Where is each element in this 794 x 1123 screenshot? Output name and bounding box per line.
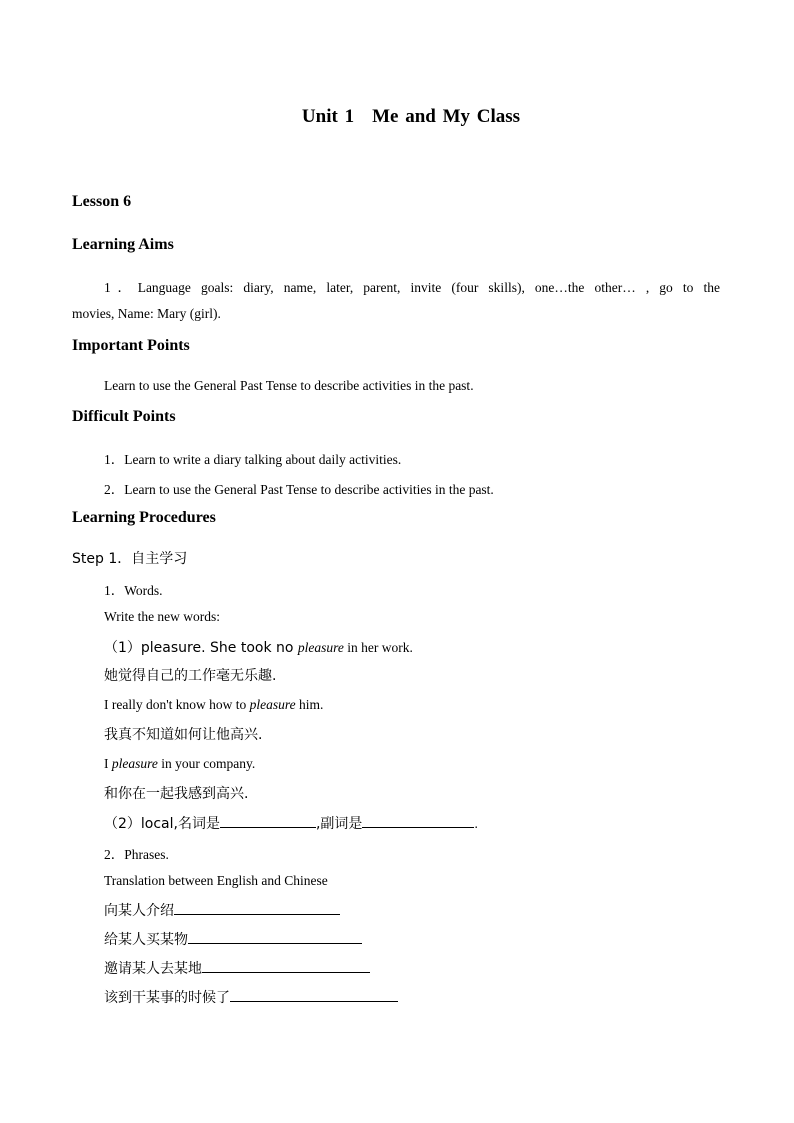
example-1-keyword: pleasure <box>297 640 344 655</box>
pleasure-example-1-translation: 她觉得自己的工作毫无乐趣. <box>104 668 277 684</box>
learning-aims-heading: Learning Aims <box>72 236 174 253</box>
phrase-4-text: 该到干某事的时候了 <box>104 990 230 1006</box>
example-1-suffix: in her work. <box>343 640 413 655</box>
write-new-words-label: Write the new words: <box>104 609 221 624</box>
translation-instruction: Translation between English and Chinese <box>104 873 328 888</box>
example-3-keyword: pleasure <box>111 756 158 771</box>
page-title <box>72 106 722 128</box>
step-1-label: Step 1．自主学习 <box>72 551 188 567</box>
example-3-suffix: in your company. <box>157 756 256 771</box>
phrase-4-blank[interactable] <box>230 989 398 1002</box>
local-word-exercise <box>104 813 478 833</box>
difficult-point-1: 1．Learn to write a diary talking about daily activities. <box>104 452 402 467</box>
pleasure-example-2 <box>104 697 323 713</box>
example-2-suffix: him. <box>295 697 324 712</box>
phrase-2-text: 给某人买某物 <box>104 932 188 948</box>
example-2-keyword: pleasure <box>249 697 296 712</box>
lesson-heading: Lesson 6 <box>72 193 132 210</box>
example-1-prefix: （1）pleasure. She took no <box>104 640 298 656</box>
local-adverb-prompt: ,副词是 <box>315 816 363 832</box>
phrase-3-blank[interactable] <box>202 960 370 973</box>
important-points-heading: Important Points <box>72 337 190 354</box>
adverb-answer-blank[interactable] <box>362 815 474 828</box>
difficult-point-2: 2．Learn to use the General Past Tense to describe activities in the past. <box>104 482 494 497</box>
pleasure-example-1 <box>104 637 413 657</box>
words-label: 1．Words. <box>104 583 163 598</box>
phrase-3-text: 邀请某人去某地 <box>104 961 202 977</box>
phrase-2-blank[interactable] <box>188 931 362 944</box>
pleasure-example-2-translation: 我真不知道如何让他高兴. <box>104 727 263 743</box>
unit-number: Unit 1 <box>301 106 355 127</box>
phrase-1-text: 向某人介绍 <box>104 903 174 919</box>
example-2-prefix: I really don't know how to <box>104 697 250 712</box>
phrase-1-blank[interactable] <box>174 902 340 915</box>
document-page <box>72 0 722 1123</box>
phrases-label: 2．Phrases. <box>104 847 169 862</box>
unit-name: Me and My Class <box>372 106 521 127</box>
pleasure-example-3 <box>104 756 255 772</box>
learning-aims-line-2: movies, Name: Mary (girl). <box>72 306 221 321</box>
learning-aims-line-1: 1．Language goals: diary, name, later, parent, invite (four skills), one…the other… , go to the <box>104 280 720 295</box>
pleasure-example-3-translation: 和你在一起我感到高兴. <box>104 786 249 802</box>
learning-procedures-heading: Learning Procedures <box>72 509 216 526</box>
phrase-3 <box>104 958 370 978</box>
phrase-4 <box>104 987 398 1007</box>
phrase-2 <box>104 929 362 949</box>
difficult-points-heading: Difficult Points <box>72 408 176 425</box>
example-3-prefix: I <box>104 756 112 771</box>
phrase-1 <box>104 900 340 920</box>
noun-answer-blank[interactable] <box>220 815 316 828</box>
local-exercise-end: . <box>474 816 478 831</box>
local-noun-prompt: （2）local,名词是 <box>104 816 220 832</box>
important-points-text: Learn to use the General Past Tense to describe activities in the past. <box>104 378 474 393</box>
